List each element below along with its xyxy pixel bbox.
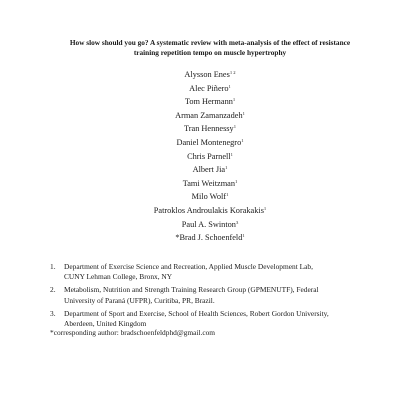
affiliation-line: Metabolism, Nutrition and Strength Training Research Group (GPMENUTF), Federal — [64, 285, 319, 295]
author-name: Arman Zamanzadeh — [175, 110, 243, 120]
author-affiliation-marker: 3 — [235, 219, 239, 225]
author-name: Tami Weitzman — [182, 178, 235, 188]
affiliation-number: 2. — [50, 285, 56, 295]
author — [110, 204, 310, 218]
author — [110, 150, 310, 164]
affiliation-item — [50, 309, 390, 329]
affiliation-text — [64, 262, 390, 282]
author — [110, 122, 310, 136]
author — [110, 163, 310, 177]
author — [110, 95, 310, 109]
author-name: Albert Jia — [192, 165, 226, 175]
affiliation-number: 1. — [50, 262, 56, 271]
author-list — [110, 68, 310, 245]
author-name: Tom Hermann — [184, 97, 233, 107]
author — [110, 177, 310, 191]
author-affiliation-marker: 1 — [263, 205, 267, 211]
author — [110, 190, 310, 204]
author — [110, 231, 310, 245]
affiliation-item — [50, 285, 390, 305]
author-name: Patroklos Androulakis Korakakis — [153, 205, 264, 215]
author-affiliation-marker: 1 — [234, 178, 238, 184]
author-name: Daniel Montenegro — [176, 137, 242, 147]
author-affiliation-marker: 1 — [226, 192, 229, 198]
author-affiliation-marker: 1 — [242, 110, 245, 116]
paper-title-line: training repetition tempo on muscle hypertrophy — [133, 48, 287, 57]
author-name: Milo Wolf — [191, 192, 227, 202]
author-affiliation-marker: 1 — [241, 137, 244, 143]
affiliation-list — [50, 262, 390, 332]
paper-title — [30, 38, 390, 58]
author-name: *Brad J. Schoenfeld — [175, 233, 243, 243]
author — [110, 218, 310, 232]
author — [110, 68, 310, 82]
author-affiliation-marker: 1 2 — [229, 69, 236, 75]
author — [110, 109, 310, 123]
affiliation-line: Aberdeen, United Kingdom — [64, 319, 147, 329]
author-name: Alec Piñero — [189, 83, 229, 93]
affiliation-line: Department of Exercise Science and Recreation, Applied Muscle Development Lab, — [64, 262, 313, 271]
author-name: Chris Parnell — [187, 151, 231, 161]
affiliation-text — [64, 309, 390, 329]
author-affiliation-marker: 1 — [230, 151, 233, 157]
affiliation-number: 3. — [50, 308, 56, 318]
author-name: Alysson Enes — [184, 70, 230, 79]
author-name: Tran Hennessy — [183, 124, 234, 134]
affiliation-line: CUNY Lehman College, Bronx, NY — [64, 272, 173, 282]
paper-title-line: How slow should you go? A systematic review with meta-analysis of the effect of resistance — [69, 38, 351, 47]
author-affiliation-marker: 1 — [233, 124, 236, 130]
author — [110, 82, 310, 96]
author-affiliation-marker: 1 — [242, 232, 245, 238]
author-affiliation-marker: 1 — [232, 97, 236, 102]
author-affiliation-marker: 1 — [225, 164, 228, 170]
affiliation-text — [64, 285, 390, 305]
affiliation-line: Department of Sport and Exercise, School of Health Sciences, Robert Gordon University, — [64, 308, 329, 318]
author — [110, 136, 310, 150]
affiliation-item — [50, 262, 390, 282]
corresponding-author-note: *corresponding author: bradschoenfeldphd@gmail.com — [50, 328, 216, 337]
affiliation-line: University of Paraná (UFPR), Curitiba, PR, Brazil. — [64, 295, 215, 305]
author-name: Paul A. Swinton — [181, 219, 236, 229]
author-affiliation-marker: 1 — [228, 83, 231, 89]
